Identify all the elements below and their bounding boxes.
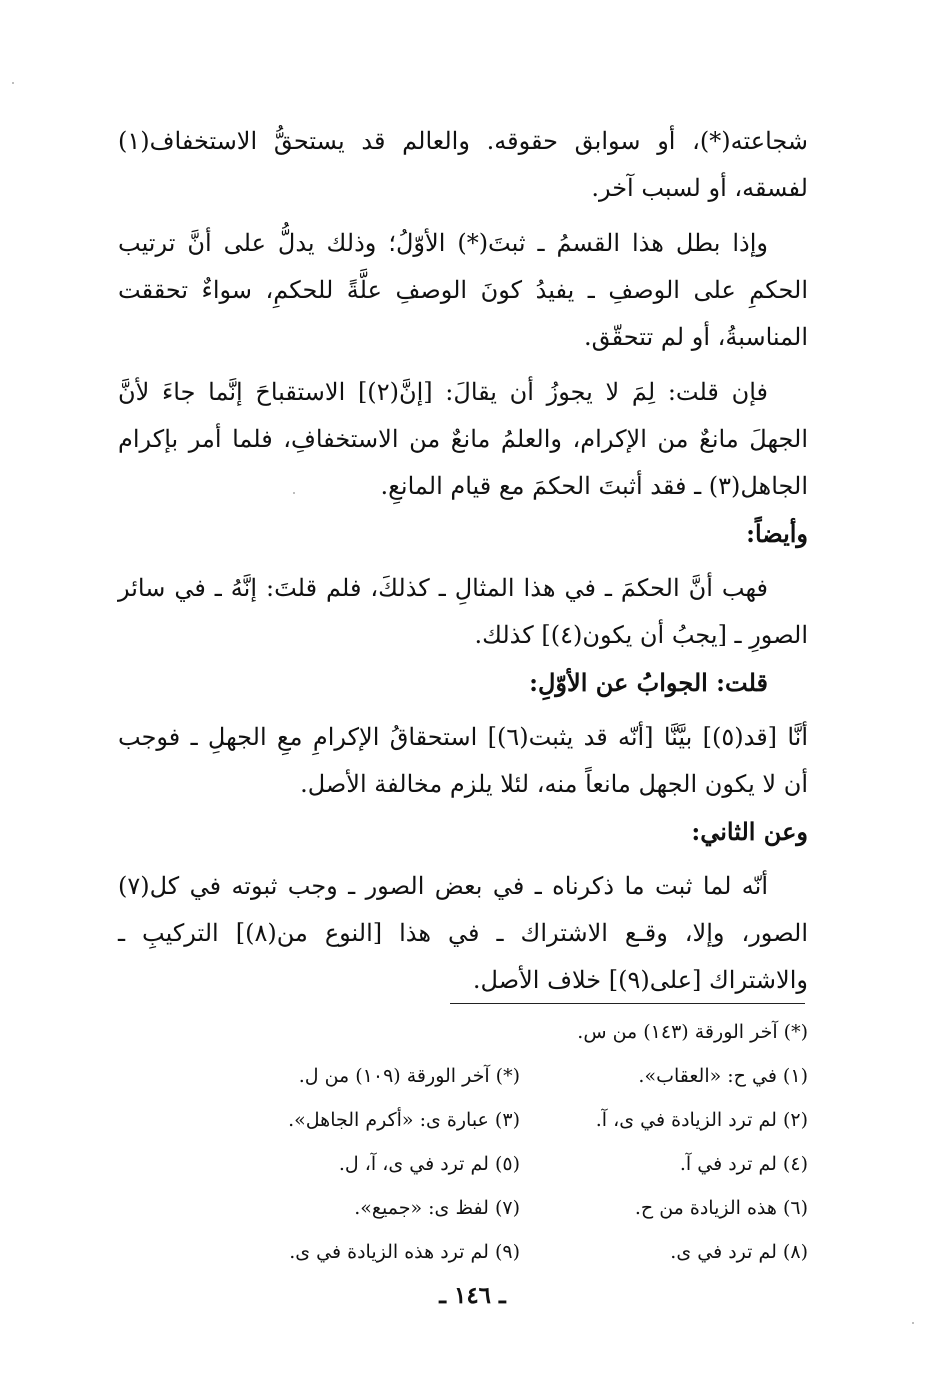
paragraph-3: فإن قلت: لِمَ لا يجوزُ أن يقالَ: [إنَّ(٢)] الاستقباحَ إنَّما جاءَ لأنَّ الجهلَ مانعٌ من الإكرام، والعلمُ مانعٌ من الاستخفافِ، فلما أمر بإكرام الجاهل(٣) ـ فقد أثبتَ الحكمَ مع قيام المانعِ. bbox=[118, 378, 808, 500]
footnote: (٩) لم ترد هذه الزيادة في ى. bbox=[289, 1241, 520, 1263]
footnote: (٢) لم ترد الزيادة في ى، آ. bbox=[595, 1109, 808, 1131]
footnote-top: (*) آخر الورقة (١٤٣) من س. bbox=[577, 1021, 808, 1043]
scan-speck bbox=[12, 82, 14, 84]
scan-speck bbox=[293, 492, 295, 494]
footnote: (٧) لفظ ى: «جميع». bbox=[354, 1197, 520, 1219]
paragraph-also: فهب أنَّ الحكمَ ـ في هذا المثالِ ـ كذلكَ، فلم قلتَ: إنَّهُ ـ في سائر الصورِ ـ [يجبُ أن يكون(٤)] كذلك. bbox=[118, 574, 808, 649]
heading-first-answer: قلت: الجوابُ عن الأوّلِ: bbox=[529, 668, 768, 697]
scan-speck bbox=[912, 1322, 914, 1324]
paragraph-second: أنّه لما ثبت ما ذكرناه ـ في بعض الصور ـ وجب ثبوته في كل(٧) الصور، وإلا، وقـع الاشتراك ـ في هذا [النوع من(٨)] التركيبِ ـ والاشتراك [على(٩)] خلاف الأصل. bbox=[118, 872, 808, 994]
paragraph-2: وإذا بطل هذا القسمُ ـ ثبتَ(*) الأوّلُ؛ وذلك يدلُّ على أنَّ ترتيب الحكمِ على الوصفِ ـ يفيدُ كونَ الوصفِ علَّةً للحكمِ، سواءٌ تحققت المناسبةُ، أو لم تتحقّق. bbox=[118, 229, 808, 351]
paragraph-first-answer: أنَّا [قد(٥)] بيَّنَّا [أنّه قد يثبت(٦)] استحقاقُ الإكرامِ معِ الجهلِ ـ فوجب أن لا يكون الجهل مانعاً منه، لئلا يلزم مخالفة الأصل. bbox=[118, 723, 809, 798]
footnote: (٣) عبارة ى: «أكرم الجاهل». bbox=[288, 1109, 520, 1131]
paragraph-1: شجاعته(*)، أو سوابق حقوقه. والعالم قد يستحقُّ الاستخفاف(١) لفسقه، أو لسبب آخر. bbox=[118, 127, 808, 202]
page-number: ـ ١٤٦ ـ bbox=[439, 1282, 506, 1309]
footnote: (٨) لم ترد في ى. bbox=[670, 1241, 808, 1263]
heading-second: وعن الثاني: bbox=[691, 817, 808, 846]
footnote-grid bbox=[240, 1054, 808, 1274]
footnote: (٤) لم ترد في آ. bbox=[679, 1153, 808, 1175]
footnote: (١) في ح: «العقاب». bbox=[638, 1065, 808, 1087]
main-text bbox=[118, 118, 808, 1004]
footnote: (*) آخر الورقة (١٠٩) من ل. bbox=[298, 1065, 520, 1087]
heading-also: وأيضاً: bbox=[746, 519, 808, 548]
footnote: (٥) لم ترد في ى، آ، ل. bbox=[338, 1153, 520, 1175]
footnote-divider bbox=[450, 1003, 805, 1004]
footnotes bbox=[240, 1010, 808, 1274]
footnote: (٦) هذه الزيادة من ح. bbox=[634, 1197, 808, 1219]
